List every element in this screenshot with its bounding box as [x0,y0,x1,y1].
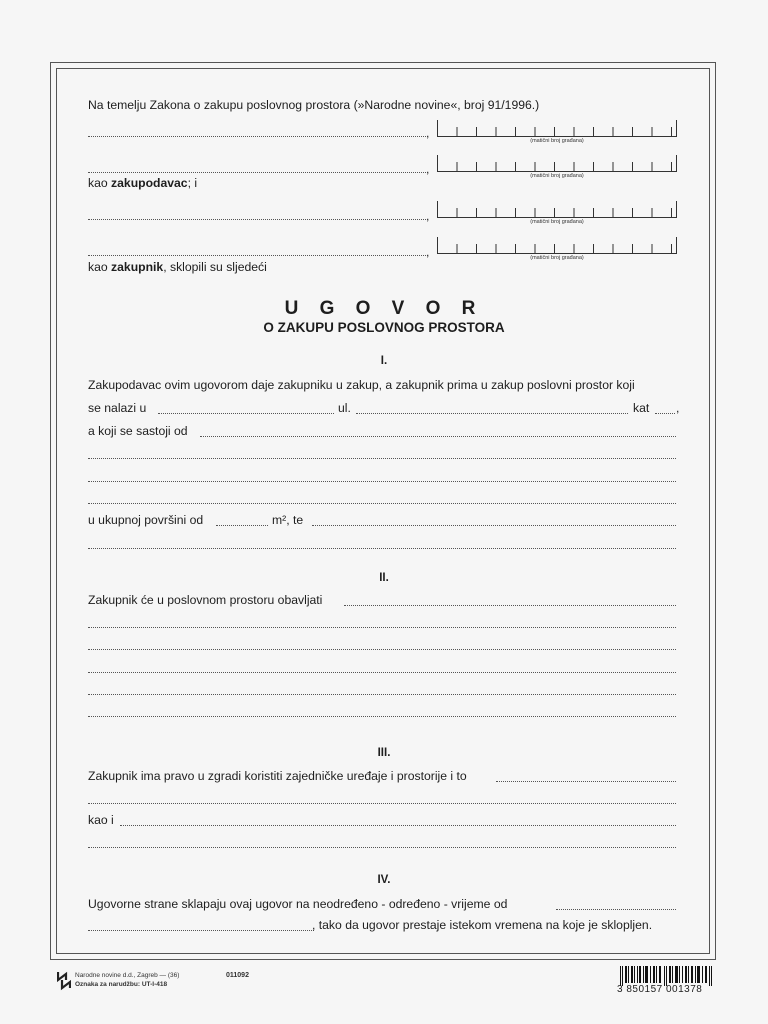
publisher-logo-icon [57,969,71,991]
location-line[interactable] [158,413,334,414]
street-line[interactable] [356,413,628,414]
footer-publisher: Narodne novine d.d., Zagreb — (36) [75,972,180,979]
section-1-text-d: u ukupnoj površini od [88,513,204,527]
end-date-line[interactable] [88,930,314,931]
area-rest-line[interactable] [312,525,676,526]
zakupodavac-line: kao zakupodavac; i [88,176,198,190]
intro-text: Na temelju Zakona o zakupu poslovnog prostora (»Narodne novine«, broj 91/1996.) [88,98,540,112]
common-facilities-line-4[interactable] [88,847,676,848]
party1-id-boxes[interactable] [437,120,677,137]
section-4-heading: IV. [377,874,391,886]
consists-line-1[interactable] [200,436,676,437]
activity-line-4[interactable] [88,672,676,673]
floor-line[interactable] [655,413,675,414]
section-2-heading: II. [379,572,389,584]
zakupnik-line: kao zakupnik, sklopili su sljedeći [88,260,267,274]
party3-name-line[interactable] [88,219,426,220]
section-3-heading: III. [377,747,391,759]
id-label: (matični broj građana) [530,173,584,179]
party2-id-boxes[interactable] [437,155,677,172]
section-4-text-a: Ugovorne strane sklapaju ovaj ugovor na neodređeno - određeno - vrijeme od [88,897,508,911]
start-date-line[interactable] [556,909,676,910]
section-1-heading: I. [380,355,388,367]
footer-code: 011092 [226,972,249,979]
section-2-text: Zakupnik će u poslovnom prostoru obavljati [88,593,323,607]
party2-name-line[interactable] [88,172,426,173]
id-label: (matični broj građana) [530,219,584,225]
consists-line-3[interactable] [88,481,676,482]
party3-id-boxes[interactable] [437,201,677,218]
area-line[interactable] [216,525,268,526]
party1-name-line[interactable] [88,136,426,137]
section-3-text-b: kao i [88,813,114,827]
kat-label: kat [633,401,650,415]
activity-line-6[interactable] [88,716,676,717]
consists-line-2[interactable] [88,458,676,459]
activity-line-1[interactable] [344,605,676,606]
m2-label: m², te [272,513,304,527]
consists-line-4[interactable] [88,503,676,504]
party4-name-line[interactable] [88,255,426,256]
id-label: (matični broj građana) [530,255,584,261]
activity-line-3[interactable] [88,649,676,650]
section-1-text-c: a koji se sastoji od [88,424,188,438]
id-label: (matični broj građana) [530,138,584,144]
document-title: U G O V O R [284,298,484,319]
section-3-text: Zakupnik ima pravo u zgradi koristiti zajedničke uređaje i prostorije i to [88,769,467,783]
common-facilities-line-2[interactable] [88,803,676,804]
section-1-text-a: Zakupodavac ovim ugovorom daje zakupniku u zakup, a zakupnik prima u zakup poslovni prostor koji [88,378,635,392]
document-subtitle: O ZAKUPU POSLOVNOG PROSTORA [263,320,505,335]
activity-line-2[interactable] [88,627,676,628]
party4-id-boxes[interactable] [437,237,677,254]
section-4-text-b: , tako da ugovor prestaje istekom vremena na koje je sklopljen. [312,918,653,932]
common-facilities-line-1[interactable] [496,781,676,782]
barcode-number: 3 850157 001378 [617,984,703,995]
section-1-text-b: se nalazi u [88,401,147,415]
common-facilities-line-3[interactable] [120,825,676,826]
barcode-icon [620,966,716,986]
footer-order-code: Oznaka za narudžbu: UT-I-418 [75,981,168,988]
section-1-line-extra[interactable] [88,548,676,549]
ul-label: ul. [338,401,351,415]
activity-line-5[interactable] [88,694,676,695]
